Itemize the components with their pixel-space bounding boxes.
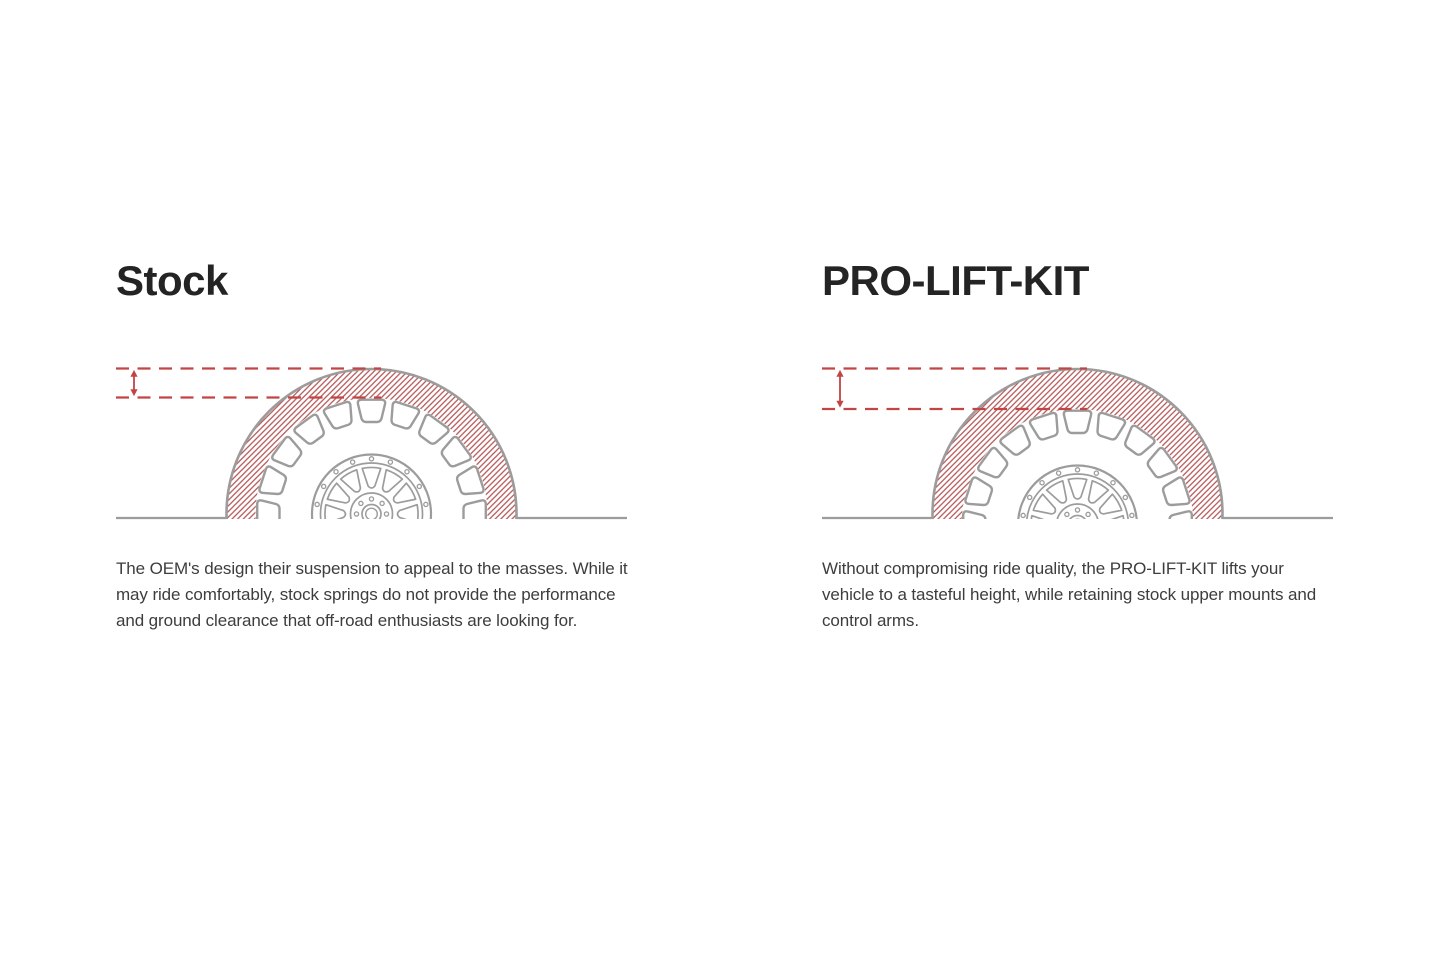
pro-lift-kit-description: Without compromising ride quality, the PRO-LIFT-KIT lifts your vehicle to a tasteful height, while retaining stock upper mounts and control arms.: [822, 559, 1317, 630]
double-arrow-icon: [130, 370, 137, 396]
stock-description: The OEM's design their suspension to appeal to the masses. While it may ride comfortably, stock springs do not provide the performance and ground clearance that off-road enthusiasts are looking for.: [116, 559, 628, 630]
double-arrow-icon: [836, 370, 843, 408]
wheel-rim: [1018, 466, 1137, 522]
pro-lift-kit-heading: PRO-LIFT-KIT: [822, 257, 1089, 304]
wheel-illustration: [227, 369, 517, 521]
stock-wheel-diagram: [116, 355, 627, 521]
tire-sidewall-hatch: [227, 369, 517, 521]
wheel-illustration: [933, 369, 1223, 521]
stock-heading: Stock: [116, 257, 228, 304]
pro-lift-kit-wheel-diagram: [822, 355, 1333, 521]
wheel-rim: [312, 455, 431, 522]
